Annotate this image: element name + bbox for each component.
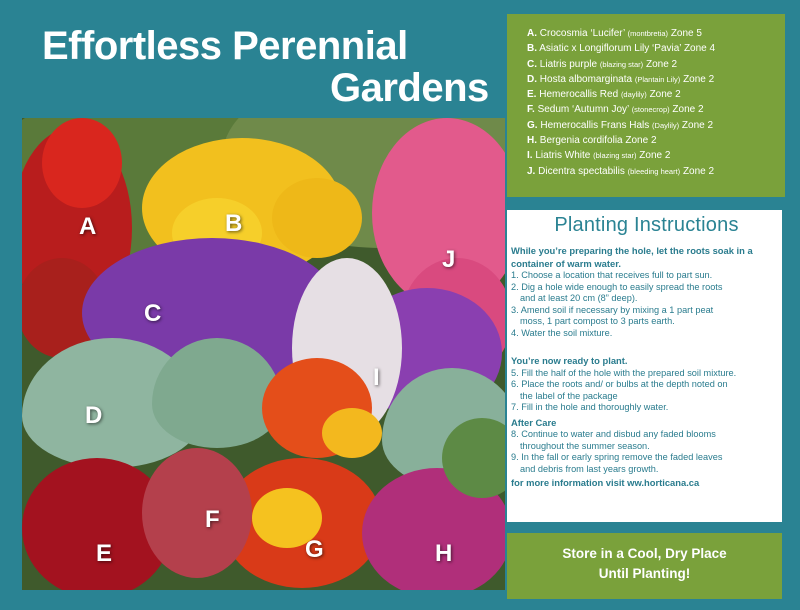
legend-name: Crocosmia ‘Lucifer’ (539, 28, 625, 39)
photo-label-d: D (85, 402, 103, 429)
photo-label-j: J (442, 246, 456, 273)
legend-name: Hosta albomarginata (539, 73, 633, 85)
legend-row (527, 133, 785, 148)
step-3: 3. Amend soil if necessary by mixing a 1 part peat (511, 304, 714, 315)
legend-key: H. (527, 135, 537, 147)
legend-row (527, 72, 785, 87)
step-8: 8. Continue to water and disbud any faded blooms (511, 429, 716, 439)
page-title-line1: Effortless Perennial (42, 24, 408, 68)
legend-zone: Zone 2 (639, 150, 671, 162)
legend-name: Asiatic x Longiflorum Lily ‘Pavia’ (539, 43, 682, 55)
garden-photo (22, 118, 505, 590)
step-2: 2. Dig a hole wide enough to easily spread the roots (511, 281, 723, 292)
legend-row (527, 87, 785, 102)
plant-legend (507, 14, 785, 197)
photo-label-h: H (435, 540, 453, 567)
legend-key: E. (527, 89, 537, 101)
step-2-cont: and at least 20 cm (8” deep). (520, 293, 638, 303)
storage-line-1: Store in a Cool, Dry Place (562, 546, 727, 561)
step-4: 4. Water the soil mixture. (511, 327, 613, 338)
legend-common-name: (blazing star) (593, 151, 637, 161)
legend-key: I. (527, 150, 533, 162)
page-title-line2: Gardens (330, 66, 489, 110)
legend-name: Bergenia cordifolia (539, 135, 623, 147)
legend-zone: Zone 2 (682, 165, 715, 177)
photo-label-i: I (373, 364, 380, 391)
legend-zone: Zone 5 (670, 28, 702, 39)
photo-label-a: A (79, 213, 97, 240)
ready-heading: You’re now ready to plant. (511, 355, 628, 366)
step-3-cont: moss, 1 part compost to 3 parts earth. (520, 316, 675, 326)
storage-note (507, 533, 782, 599)
legend-key: F. (527, 104, 535, 116)
legend-zone: Zone 2 (683, 73, 715, 85)
legend-row (527, 148, 785, 163)
more-info-link[interactable]: for more information visit ww.horticana.ca (511, 477, 700, 488)
legend-zone: Zone 4 (683, 43, 716, 55)
photo-label-f: F (205, 506, 220, 533)
legend-common-name: (stonecrop) (631, 105, 670, 115)
legend-row (527, 164, 785, 179)
step-1: 1. Choose a location that receives full to part sun. (511, 270, 713, 280)
legend-zone: Zone 2 (672, 104, 704, 116)
photo-label-e: E (96, 540, 113, 567)
legend-common-name: (daylily) (620, 90, 647, 100)
legend-row (527, 57, 785, 72)
after-care-heading: After Care (511, 416, 557, 428)
legend-row (527, 118, 785, 133)
legend-common-name: (blazing star) (599, 59, 644, 69)
planting-instructions (507, 210, 782, 522)
step-6-cont: the label of the package (520, 390, 618, 401)
legend-zone: Zone 2 (681, 119, 714, 131)
intro-line-2: container of warm water. (511, 257, 621, 269)
legend-common-name: (Plantain Lily) (634, 74, 681, 84)
legend-key: D. (527, 73, 537, 85)
legend-key: G. (527, 119, 538, 131)
legend-row (527, 26, 785, 41)
legend-common-name: (bleeding heart) (627, 166, 681, 176)
legend-name: Sedum ‘Autumn Joy’ (537, 104, 629, 116)
step-9-cont: and debris from last years growth. (520, 463, 659, 474)
legend-zone: Zone 2 (645, 58, 678, 70)
legend-common-name: (montbretia) (627, 29, 669, 38)
legend-common-name: (Daylily) (652, 120, 680, 130)
storage-line-2: Until Planting! (598, 566, 691, 581)
photo-label-b: B (225, 210, 243, 237)
photo-label-c: C (144, 300, 162, 327)
intro-line-1: While you’re preparing the hole, let the roots soak in a (511, 245, 753, 256)
legend-zone: Zone 2 (625, 135, 657, 147)
legend-key: C. (527, 58, 537, 70)
legend-row (527, 41, 785, 56)
legend-key: J. (527, 165, 536, 177)
step-9: 9. In the fall or early spring remove the faded leaves (511, 452, 723, 462)
legend-row (527, 102, 785, 117)
step-7: 7. Fill in the hole and thoroughly water. (511, 402, 669, 412)
legend-zone: Zone 2 (649, 89, 681, 101)
legend-name: Hemerocallis Red (539, 89, 619, 101)
photo-label-g: G (305, 536, 324, 563)
step-6: 6. Place the roots and/ or bulbs at the depth noted on (511, 379, 728, 389)
instructions-heading: Planting Instructions (554, 214, 739, 236)
step-5: 5. Fill the half of the hole with the prepared soil mixture. (511, 367, 737, 378)
legend-name: Hemerocallis Frans Hals (540, 119, 650, 131)
legend-key: B. (527, 43, 537, 55)
legend-name: Dicentra spectabilis (538, 165, 625, 177)
legend-name: Liatris White (535, 150, 591, 162)
legend-name: Liatris purple (539, 58, 598, 70)
step-8-cont: throughout the summer season. (520, 440, 650, 451)
legend-key: A. (527, 28, 537, 39)
